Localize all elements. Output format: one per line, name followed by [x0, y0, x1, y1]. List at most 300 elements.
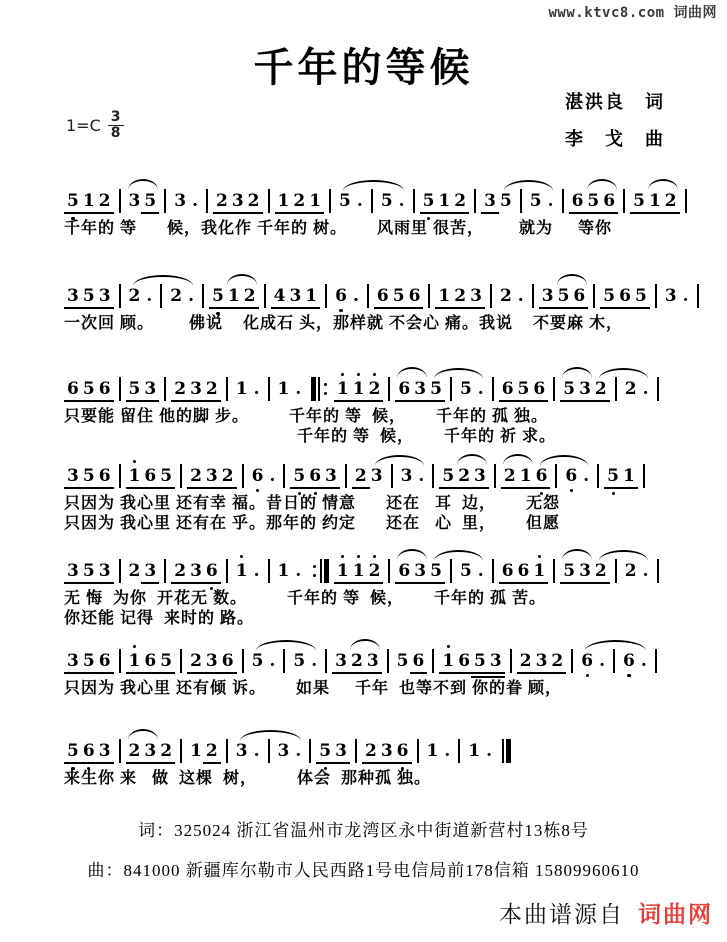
note: 3: [230, 190, 246, 212]
note: 1: [436, 285, 452, 307]
note: 2: [456, 465, 472, 487]
underline: [96, 762, 114, 764]
octave-dot-below: [540, 492, 543, 495]
note: 1: [351, 378, 367, 400]
note-group: [502, 453, 550, 487]
barline: [119, 377, 121, 401]
note: 5: [158, 650, 174, 672]
note: 5: [81, 378, 97, 400]
note: 2: [214, 190, 230, 212]
note: 2: [172, 560, 188, 582]
barline: [555, 464, 557, 488]
note: 6: [97, 465, 113, 487]
lyrics-row: 千年的 等 候，我化作 千年的 树。 风雨里 很苦， 就为 等你: [64, 220, 613, 237]
note-group: [500, 548, 548, 582]
note: 6: [396, 560, 412, 582]
barline: [432, 464, 434, 488]
note: 6: [563, 465, 579, 487]
duration-dot: .: [311, 651, 318, 671]
note: 2: [367, 378, 383, 400]
note: 1: [426, 741, 439, 761]
underline: [203, 582, 221, 584]
note-group: [250, 453, 278, 487]
barline: [119, 649, 121, 673]
barline: [562, 189, 564, 213]
note-group: [234, 366, 262, 400]
note: 1: [190, 741, 202, 761]
note: 2: [172, 378, 188, 400]
notes-row: [62, 366, 702, 401]
note-group: [127, 548, 159, 582]
barline: [655, 284, 657, 308]
slur-arc: [397, 367, 427, 378]
note: 3: [188, 378, 204, 400]
underline: [467, 307, 485, 309]
duration-dot: .: [682, 286, 689, 306]
octave-dot-below: [570, 489, 573, 492]
note: 2: [593, 378, 609, 400]
note: 3: [65, 560, 81, 582]
barline: [450, 559, 452, 583]
time-numerator: 3: [108, 110, 124, 126]
note: 3: [287, 285, 303, 307]
barline: [615, 559, 617, 583]
barline: [345, 464, 347, 488]
octave-dot-below: [71, 767, 74, 770]
octave-dot-below: [216, 312, 219, 315]
underline: [394, 762, 412, 764]
note-group: [436, 273, 484, 307]
note-group: [440, 638, 503, 672]
notes-row: [62, 178, 702, 213]
note: 6: [601, 190, 617, 212]
slur-arc: [128, 179, 158, 190]
duration-dot: .: [192, 191, 198, 211]
: [506, 739, 511, 763]
barline: [268, 559, 270, 583]
note-group: [466, 728, 494, 762]
octave-dot-above: [133, 460, 136, 463]
barline: [388, 377, 390, 401]
barline: [387, 649, 389, 673]
note: 3: [65, 465, 81, 487]
note: 2: [349, 650, 365, 672]
underline: [410, 672, 428, 674]
note-group: [127, 638, 175, 672]
duration-dot: .: [253, 561, 260, 581]
note: 3: [333, 740, 349, 762]
note: 2: [452, 285, 468, 307]
note: 6: [395, 740, 411, 762]
note-group: [333, 638, 381, 672]
duration-dot: .: [642, 561, 649, 581]
note: 1: [436, 190, 452, 212]
note: 4: [272, 285, 288, 307]
duration-dot: .: [418, 466, 425, 486]
underline: [245, 212, 263, 214]
barline: [164, 377, 166, 401]
note: 6: [307, 465, 323, 487]
slur-arc: [397, 549, 427, 560]
barline: [697, 284, 699, 308]
note: 6: [531, 378, 547, 400]
barline: [119, 559, 121, 583]
key-time-signature: [66, 110, 124, 141]
barline: [268, 739, 270, 763]
underline: [157, 762, 175, 764]
note: 1: [226, 285, 242, 307]
note-group: [172, 178, 200, 212]
note: 2: [242, 285, 258, 307]
note-group: [65, 453, 113, 487]
note: 3: [142, 560, 158, 582]
note: 5: [631, 190, 647, 212]
note-group: [188, 638, 236, 672]
octave-dot-below: [586, 674, 589, 677]
lyricist-credit: 湛洪良 词: [565, 92, 665, 112]
note: 5: [428, 560, 444, 582]
note: 3: [379, 740, 395, 762]
note: 5: [158, 465, 174, 487]
note: 6: [570, 190, 586, 212]
note: 5: [396, 651, 409, 671]
note: 5: [81, 285, 97, 307]
barline: [494, 464, 496, 488]
note-group: [375, 273, 423, 307]
underline: [203, 400, 221, 402]
: [502, 739, 504, 763]
note: 5: [428, 378, 444, 400]
credits-block: [565, 88, 665, 162]
note: 6: [142, 465, 158, 487]
duration-dot: .: [583, 466, 590, 486]
: [324, 559, 329, 583]
note-group: [188, 453, 236, 487]
duration-dot: .: [269, 651, 276, 671]
note: 1: [276, 190, 292, 212]
octave-dot-above: [240, 555, 243, 558]
composer-credit: 李 戈 曲: [565, 129, 665, 149]
underline: [96, 307, 114, 309]
note-group: [127, 728, 175, 762]
note-group: [127, 178, 159, 212]
note-group: [234, 548, 262, 582]
note-group: [272, 273, 320, 307]
note: 6: [396, 378, 412, 400]
note-group: [395, 638, 427, 672]
barline: [657, 377, 659, 401]
time-denominator: 8: [110, 125, 121, 141]
note: 2: [246, 190, 262, 212]
octave-dot-below: [612, 492, 615, 495]
note: 2: [291, 190, 307, 212]
barline: [417, 739, 419, 763]
underline: [241, 307, 259, 309]
barline: [164, 559, 166, 583]
note: 2: [128, 286, 141, 306]
barline: [242, 649, 244, 673]
composer-address: 曲：841000 新疆库尔勒市人民西路1号电信局前178信箱 15809960610: [87, 861, 640, 880]
notes-row: [62, 728, 702, 763]
duration-dot: .: [352, 286, 359, 306]
barline: [593, 284, 595, 308]
barline: [685, 189, 687, 213]
note-group: [605, 453, 637, 487]
note-group: [317, 728, 349, 762]
repeat-end-bar: [309, 548, 329, 583]
underline: [592, 582, 610, 584]
notes-row: [62, 453, 702, 488]
note: 6: [204, 560, 220, 582]
octave-dot-below: [339, 309, 342, 312]
note: 5: [529, 191, 542, 211]
score-line: [62, 178, 702, 239]
note: 5: [81, 650, 97, 672]
slur-arc: [562, 549, 592, 560]
note-group: [440, 453, 488, 487]
note: 3: [365, 650, 381, 672]
time-signature: [108, 110, 124, 141]
duration-dot: .: [640, 651, 647, 671]
note: 2: [188, 650, 204, 672]
duration-dot: .: [486, 741, 493, 761]
barline: [492, 377, 494, 401]
note: 3: [97, 560, 113, 582]
source-site-link[interactable]: 词曲网: [638, 902, 713, 927]
barline: [325, 284, 327, 308]
underline: [219, 487, 237, 489]
score-line: [62, 366, 702, 447]
note: 2: [663, 190, 679, 212]
note: 1: [335, 560, 351, 582]
note: 2: [363, 740, 379, 762]
note: 5: [459, 379, 472, 399]
slur-arc: [587, 179, 617, 190]
lyrics-row: 无 悔 为你 开花无 数。 千年的 等 候， 千年的 孤 苦。: [64, 590, 547, 607]
note-group: [127, 453, 175, 487]
note-group: [601, 273, 649, 307]
note-group: [172, 366, 220, 400]
lyrics-row: 只要能 留住 他的脚 步。 千年的 等 候， 千年的 孤 独。: [64, 408, 549, 425]
duration-dot: .: [269, 466, 276, 486]
slur-arc: [503, 454, 533, 465]
note: 6: [97, 378, 113, 400]
site-watermark-link[interactable]: www.ktvc8.com 词曲网: [548, 5, 717, 21]
note-group: [127, 366, 159, 400]
source-prefix: 本曲谱源自: [499, 902, 624, 927]
barline: [428, 284, 430, 308]
note: 1: [235, 379, 248, 399]
note: 6: [333, 285, 349, 307]
barline: [264, 284, 266, 308]
underline: [219, 672, 237, 674]
note-group: [518, 638, 566, 672]
: [320, 559, 322, 583]
barline: [325, 649, 327, 673]
note: 2: [170, 286, 183, 306]
note: 2: [452, 190, 468, 212]
note: 1: [303, 285, 319, 307]
score-line: [62, 273, 702, 334]
note: 6: [220, 650, 236, 672]
duration-dot: .: [642, 379, 649, 399]
note: 5: [561, 560, 577, 582]
lyrics-row: 只因为 我心里 还有在 乎。那年的 约定 还在 心 里， 但愿: [64, 515, 561, 532]
barline: [657, 559, 659, 583]
underline: [157, 672, 175, 674]
lyrics-row: 来生你 来 做 这棵 树， 体会 那种孤 独。: [64, 770, 432, 787]
note-group: [276, 366, 304, 400]
note-group: [335, 366, 383, 400]
note: 3: [468, 285, 484, 307]
note: 1: [127, 650, 143, 672]
note-group: [540, 273, 588, 307]
octave-dot-above: [357, 555, 360, 558]
note: 5: [380, 191, 393, 211]
note: 1: [647, 190, 663, 212]
octave-dot-above: [341, 373, 344, 376]
barline: [202, 284, 204, 308]
source-attribution: [499, 896, 713, 929]
note: 3: [142, 740, 158, 762]
note: 5: [210, 285, 226, 307]
barline: [391, 464, 393, 488]
note: 3: [400, 466, 413, 486]
duration-dot: .: [398, 191, 405, 211]
lyricist-address: 词：325024 浙江省温州市龙湾区永中街道新营村13栋8号: [138, 821, 589, 840]
duration-dot: .: [356, 191, 363, 211]
note: 6: [375, 285, 391, 307]
note: 3: [333, 650, 349, 672]
note-group: [396, 548, 444, 582]
slur-arc: [648, 179, 678, 190]
barline: [388, 559, 390, 583]
barline: [367, 284, 369, 308]
barline: [119, 284, 121, 308]
underline: [203, 762, 221, 764]
note: 3: [188, 560, 204, 582]
note: 2: [624, 561, 637, 581]
underline: [662, 212, 680, 214]
underline: [530, 582, 548, 584]
note-group: [210, 273, 258, 307]
duration-dot: .: [146, 286, 153, 306]
barline: [164, 189, 166, 213]
note: 1: [277, 561, 290, 581]
note: 6: [579, 650, 595, 672]
note: 5: [561, 378, 577, 400]
note: 2: [188, 465, 204, 487]
note: 2: [549, 650, 565, 672]
note: 3: [65, 650, 81, 672]
note: 6: [571, 285, 587, 307]
underline: [530, 400, 548, 402]
barline: [226, 559, 228, 583]
octave-dot-below: [627, 674, 630, 677]
note-group: [291, 453, 339, 487]
octave-dot-above: [373, 373, 376, 376]
barline: [520, 189, 522, 213]
underline: [533, 487, 551, 489]
note: 6: [407, 285, 423, 307]
slur-arc: [227, 274, 257, 285]
note: 2: [204, 378, 220, 400]
note: 5: [391, 285, 407, 307]
barline: [268, 189, 270, 213]
note: 3: [540, 285, 556, 307]
octave-dot-below: [314, 492, 317, 495]
note: 6: [621, 650, 637, 672]
note-group: [214, 178, 262, 212]
underline: [96, 672, 114, 674]
note: 3: [235, 741, 248, 761]
octave-dot-below: [324, 767, 327, 770]
note-group: [65, 273, 113, 307]
slur-arc: [350, 639, 380, 650]
barline: [615, 377, 617, 401]
note: 2: [518, 650, 534, 672]
barline: [180, 739, 182, 763]
underline: [96, 582, 114, 584]
note: 5: [472, 650, 488, 672]
note: 6: [500, 560, 516, 582]
note: 3: [472, 465, 488, 487]
lyrics-row: 你还能 记得 来时的 路。: [64, 610, 255, 627]
barline: [571, 649, 573, 673]
underline: [302, 307, 320, 309]
barline: [492, 559, 494, 583]
note: 6: [97, 650, 113, 672]
barline: [450, 377, 452, 401]
note: 3: [204, 650, 220, 672]
note-group: [396, 366, 444, 400]
final-barline: [500, 728, 511, 763]
note: 2: [220, 465, 236, 487]
note: 2: [353, 465, 369, 487]
note: 2: [367, 560, 383, 582]
slur-arc: [557, 274, 587, 285]
note-group: [188, 728, 220, 762]
song-title: 千年的等候: [253, 45, 474, 90]
repeat-dots: [322, 377, 329, 401]
note: 5: [585, 190, 601, 212]
barline: [510, 649, 512, 673]
note: 3: [128, 191, 141, 211]
underline: [141, 212, 159, 214]
barline: [226, 739, 228, 763]
barline: [206, 189, 208, 213]
repeat-start-bar: [309, 366, 329, 401]
octave-dot-below: [298, 492, 301, 495]
note-group: [561, 548, 609, 582]
note: 5: [142, 190, 158, 212]
note: 1: [351, 560, 367, 582]
underline: [352, 487, 370, 489]
note: 3: [97, 740, 113, 762]
note: 1: [307, 190, 323, 212]
note-group: [421, 178, 469, 212]
note: 1: [468, 741, 481, 761]
underline: [471, 487, 489, 489]
note: 5: [293, 651, 306, 671]
note: 3: [577, 560, 593, 582]
underline: [620, 487, 638, 489]
note: 5: [65, 190, 81, 212]
barline: [432, 649, 434, 673]
underline: [364, 672, 382, 674]
barline: [242, 464, 244, 488]
octave-dot-above: [133, 645, 136, 648]
